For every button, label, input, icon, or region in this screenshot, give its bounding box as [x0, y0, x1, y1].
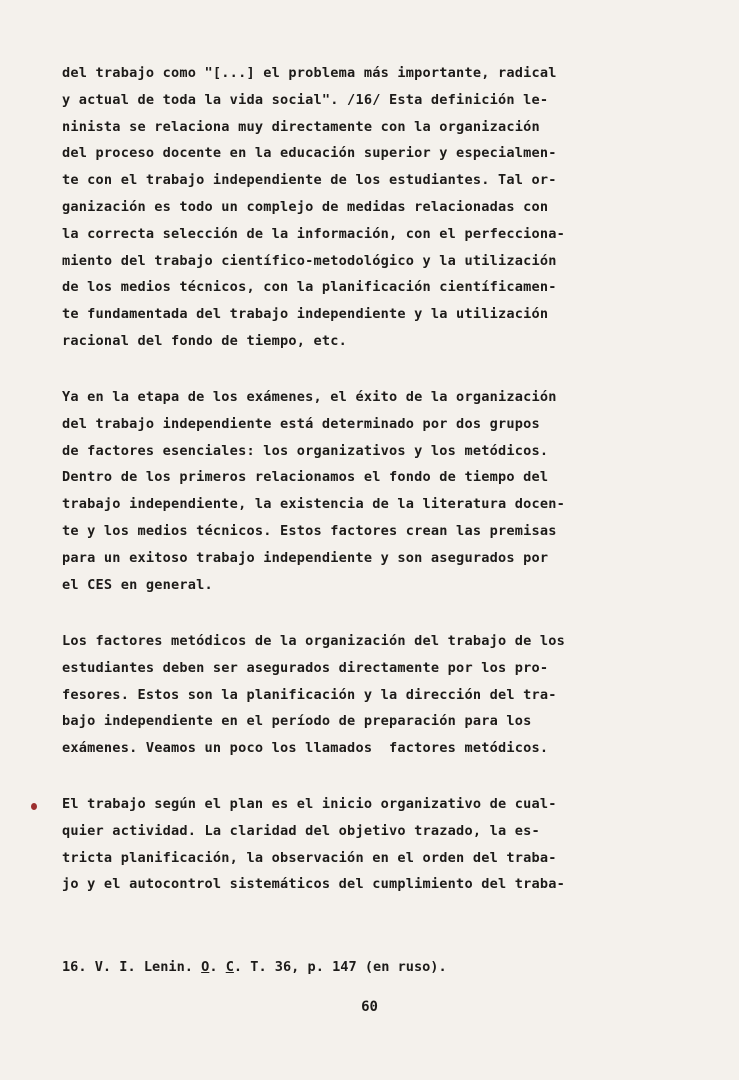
text-line: bajo independiente en el período de preparación para los — [62, 713, 532, 730]
text-line: miento del trabajo científico-metodológico y la utilización — [62, 252, 557, 269]
paragraph-3 — [62, 628, 732, 762]
text-line: tricta planificación, la observación en el orden del traba- — [62, 849, 557, 866]
text-line: racional del fondo de tiempo, etc. — [62, 332, 348, 349]
text-line: te con el trabajo independiente de los estudiantes. Tal or- — [62, 172, 557, 189]
text-line: del proceso docente en la educación superior y especialmen- — [62, 145, 557, 162]
text-line: Dentro de los primeros relacionamos el fondo de tiempo del — [62, 469, 549, 486]
paragraph-1 — [62, 60, 732, 355]
footnote-text: 16. V. I. Lenin. — [62, 959, 202, 975]
text-line: Ya en la etapa de los exámenes, el éxito de la organización — [62, 389, 557, 405]
text-line: El trabajo según el plan es el inicio organizativo de cual- — [62, 796, 557, 812]
footnote-text: . T. 36, p. 147 (en ruso). — [233, 959, 447, 975]
text-line: y actual de toda la vida social". /16/ Esta definición le- — [62, 91, 549, 108]
text-line: Los factores metódicos de la organización del trabajo de los — [62, 633, 566, 649]
footnote — [62, 956, 732, 978]
text-line: el CES en general. — [62, 576, 213, 593]
text-line: ninista se relaciona muy directamente con la organización — [62, 118, 540, 135]
text-line: te fundamentada del trabajo independiente y la utilización — [62, 306, 549, 323]
paragraph-4 — [62, 791, 732, 898]
text-line: jo y el autocontrol sistemáticos del cumplimiento del traba- — [62, 876, 566, 893]
text-line: quier actividad. La claridad del objetivo trazado, la es- — [62, 822, 540, 839]
text-line: del trabajo independiente está determinado por dos grupos — [62, 415, 540, 432]
paragraph-2 — [62, 384, 732, 598]
margin-mark — [31, 803, 37, 810]
text-line: ganización es todo un complejo de medidas relacionadas con — [62, 198, 549, 215]
text-line: para un exitoso trabajo independiente y son asegurados por — [62, 549, 549, 566]
text-line: trabajo independiente, la existencia de la literatura docen- — [62, 496, 566, 513]
footnote-text: . — [209, 959, 226, 975]
footnote-underlined-text: O — [201, 959, 210, 975]
text-line: fesores. Estos son la planificación y la dirección del tra- — [62, 686, 557, 703]
text-line: te y los medios técnicos. Estos factores crean las premisas — [62, 522, 557, 539]
text-line: la correcta selección de la información, con el perfecciona- — [62, 225, 566, 242]
text-line: de los medios técnicos, con la planificación científicamen- — [62, 279, 557, 296]
footnote-underlined-text: C — [225, 959, 234, 975]
text-line: exámenes. Veamos un poco los llamados factores metódicos. — [62, 740, 549, 757]
text-line: del trabajo como "[...] el problema más importante, radical — [62, 65, 557, 81]
text-line: de factores esenciales: los organizativos y los metódicos. — [62, 442, 549, 459]
page-number: 60 — [361, 999, 378, 1015]
text-line: estudiantes deben ser asegurados directamente por los pro- — [62, 659, 549, 676]
